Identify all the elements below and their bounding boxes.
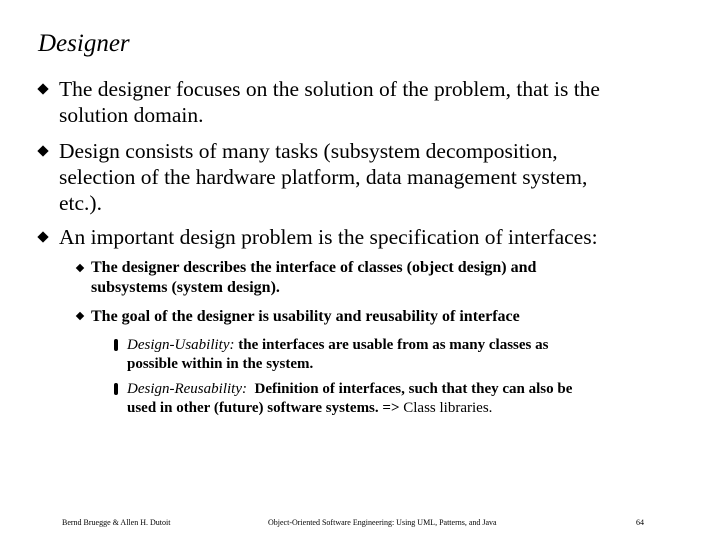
sub-bullet-marker [76, 312, 84, 320]
slide-title: Designer [38, 30, 130, 57]
bullet-text: An important design problem is the specification of interfaces: [59, 225, 598, 249]
sub-sub-bullet-marker [114, 339, 118, 351]
sub-sub-bullet-text: Design-Usability: the interfaces are usable from as many classes as possible within in the system. [127, 337, 549, 372]
bullet-marker [37, 83, 48, 94]
bullet-text: Design consists of many tasks (subsystem decomposition, selection of the hardware platform, data management system, etc.). [59, 139, 588, 215]
footer-authors: Bernd Bruegge & Allen H. Dutoit [62, 518, 171, 527]
bullet-marker [37, 145, 48, 156]
footer-book-title: Object-Oriented Software Engineering: Using UML, Patterns, and Java [268, 518, 497, 527]
sub-sub-bullet-text: Design-Reusability: Definition of interfaces, such that they can also be used in other (future) software systems. => Class libraries. [127, 381, 573, 416]
sub-sub-bullet-marker [114, 383, 118, 395]
sub-bullet-text: The goal of the designer is usability and reusability of interface [91, 308, 520, 325]
footer-page-number: 64 [636, 518, 644, 527]
sub-bullet-text: The designer describes the interface of classes (object design) and subsystems (system design). [91, 259, 537, 296]
sub-bullet-marker [76, 264, 84, 272]
bullet-text: The designer focuses on the solution of the problem, that is the solution domain. [59, 77, 600, 127]
bullet-marker [37, 231, 48, 242]
